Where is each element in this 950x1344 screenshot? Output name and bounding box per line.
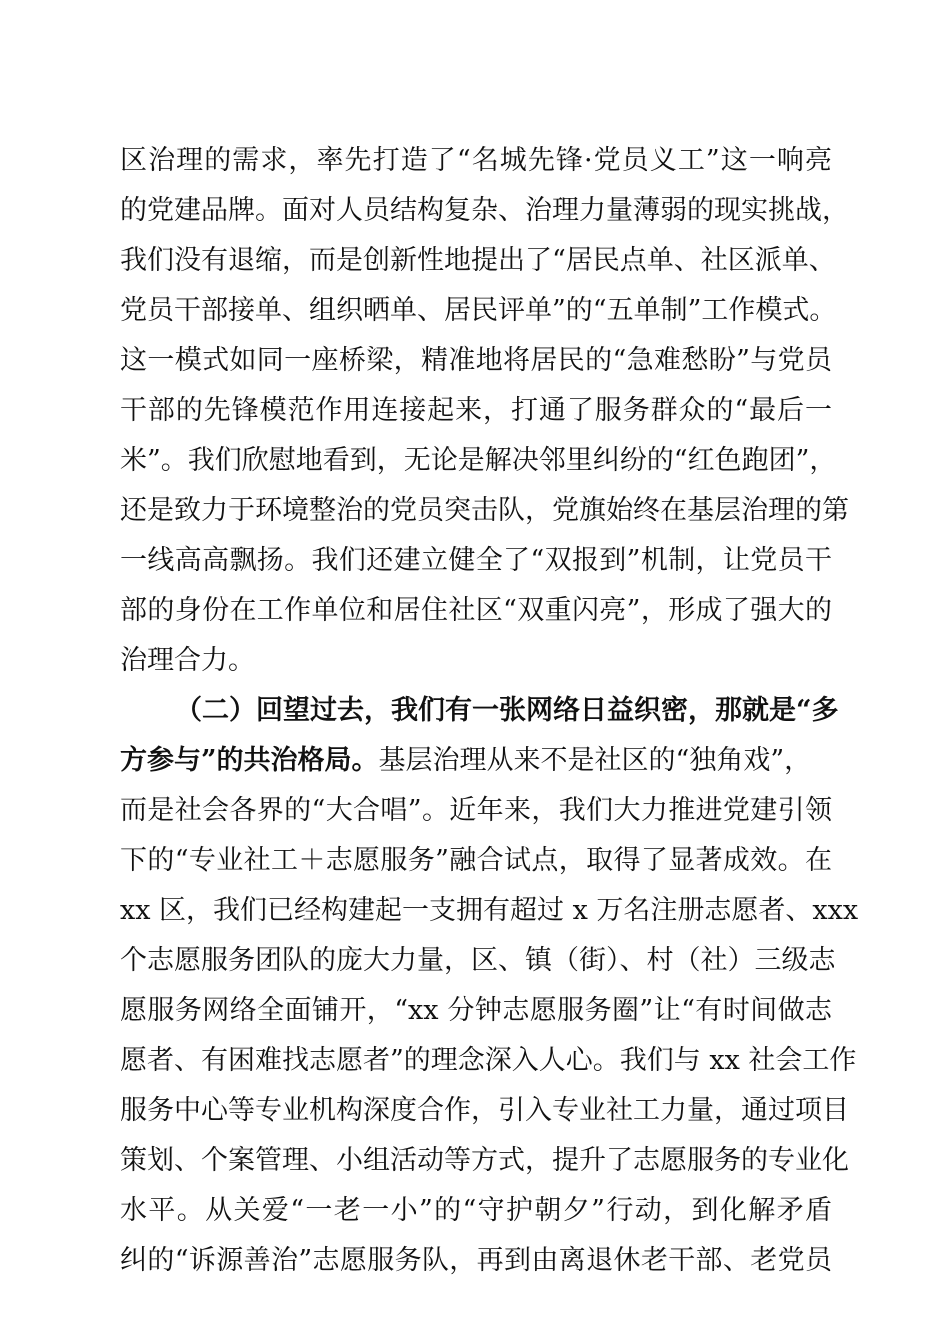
paragraph-line: 我们没有退缩，而是创新性地提出了“居民点单、社区派单、 — [120, 245, 836, 276]
paragraph-line: 下的“专业社工＋志愿服务”融合试点，取得了显著成效。在 — [120, 845, 832, 876]
section-body-start: 基层治理从来不是社区的“独角戏”， — [378, 745, 812, 776]
paragraph-line: 干部的先锋模范作用连接起来，打通了服务群众的“最后一 — [120, 395, 832, 426]
paragraph-line: 米”。我们欣慰地看到，无论是解决邻里纠纷的“红色跑团”， — [120, 445, 837, 476]
paragraph-line: xx 区，我们已经构建起一支拥有超过 x 万名注册志愿者、xxx — [120, 895, 859, 926]
paragraph-line: 纠的“诉源善治”志愿服务队，再到由离退休老干部、老党员 — [120, 1245, 832, 1276]
paragraph-line: 一线高高飘扬。我们还建立健全了“双报到”机制，让党员干 — [120, 545, 832, 576]
paragraph-line: 策划、个案管理、小组活动等方式，提升了志愿服务的专业化 — [120, 1145, 849, 1176]
paragraph-line: 这一模式如同一座桥梁，精准地将居民的“急难愁盼”与党员 — [120, 345, 832, 376]
paragraph-line: 还是致力于环境整治的党员突击队，党旗始终在基层治理的第 — [120, 495, 849, 526]
paragraph-line: 愿者、有困难找志愿者”的理念深入人心。我们与 xx 社会工作 — [120, 1045, 857, 1076]
paragraph-line: 个志愿服务团队的庞大力量，区、镇（街）、村（社）三级志 — [120, 945, 836, 976]
section-heading-tail: 方参与”的共治格局。 — [120, 745, 379, 776]
paragraph-line: 治理合力。 — [120, 645, 255, 676]
paragraph-line: 党员干部接单、组织晒单、居民评单”的“五单制”工作模式。 — [120, 295, 837, 326]
paragraph-line: 区治理的需求，率先打造了“名城先锋·党员义工”这一响亮 — [120, 145, 832, 176]
section-heading-line: （二）回望过去，我们有一张网络日益织密，那就是“多 — [175, 695, 839, 726]
paragraph-line: 而是社会各界的“大合唱”。近年来，我们大力推进党建引领 — [120, 795, 832, 826]
paragraph-line: 水平。从关爱“一老一小”的“守护朝夕”行动，到化解矛盾 — [120, 1195, 832, 1226]
section-heading-line-mixed — [120, 741, 832, 781]
paragraph-line: 服务中心等专业机构深度合作，引入专业社工力量，通过项目 — [120, 1095, 849, 1126]
paragraph-line: 的党建品牌。面对人员结构复杂、治理力量薄弱的现实挑战， — [120, 195, 849, 226]
paragraph-line: 愿服务网络全面铺开，“xx 分钟志愿服务圈”让“有时间做志 — [120, 995, 832, 1026]
paragraph-line: 部的身份在工作单位和居住社区“双重闪亮”，形成了强大的 — [120, 595, 832, 626]
